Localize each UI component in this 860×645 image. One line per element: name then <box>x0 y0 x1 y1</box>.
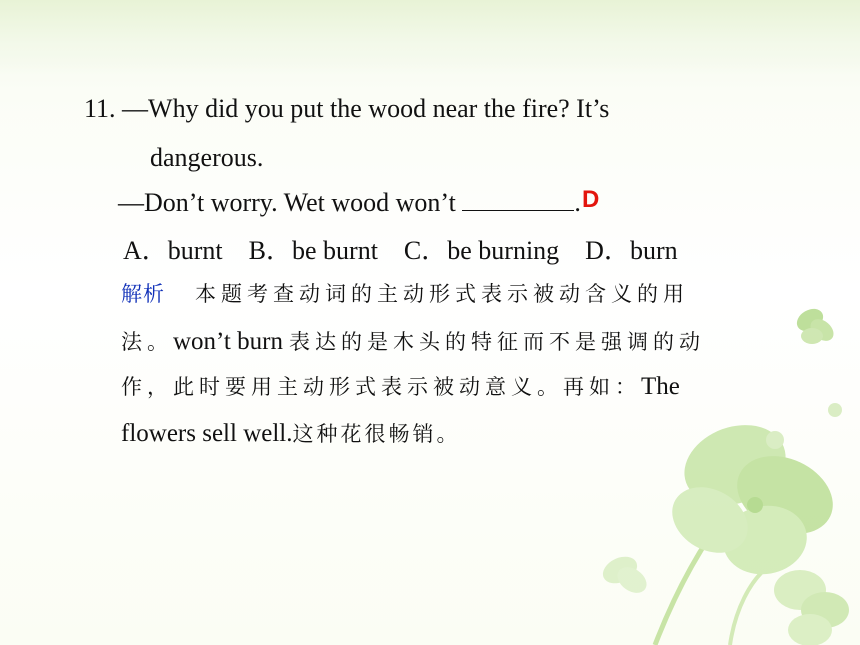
analysis-line-3 <box>121 372 680 402</box>
question-line-3-text: —Don’t worry. Wet wood won’t <box>118 188 463 217</box>
answer-blank <box>462 188 574 211</box>
answer-options: A．burnt B．be burnt C．be burning D．burn <box>123 236 678 265</box>
question-line-3-end: . <box>574 188 581 217</box>
analysis-line-4 <box>121 419 460 449</box>
analysis-line-1 <box>121 279 689 309</box>
question-line-2: dangerous. <box>150 143 264 172</box>
clover-decoration-icon <box>560 250 860 645</box>
analysis-text-3a: 作，此时要用主动形式表示被动意义。再如： <box>121 375 641 399</box>
question-line-3 <box>118 188 581 218</box>
answer-letter: D <box>582 186 600 213</box>
analysis-label: 解析 <box>121 282 165 306</box>
question-line-1: 11. —Why did you put the wood near the fire? It’s <box>84 94 610 123</box>
analysis-text-3b: The <box>641 373 680 400</box>
analysis-text-2b: won’t burn <box>173 328 283 355</box>
top-gradient-band <box>0 0 860 74</box>
analysis-text-1: 本题考查动词的主动形式表示被动含义的用 <box>195 282 689 306</box>
analysis-text-4a: flowers sell well. <box>121 420 293 447</box>
analysis-text-2c: 表达的是木头的特征而不是强调的动 <box>288 330 705 354</box>
analysis-text-4b: 这种花很畅销。 <box>292 422 461 446</box>
analysis-text-2a: 法。 <box>121 330 173 354</box>
analysis-line-2 <box>121 327 705 357</box>
